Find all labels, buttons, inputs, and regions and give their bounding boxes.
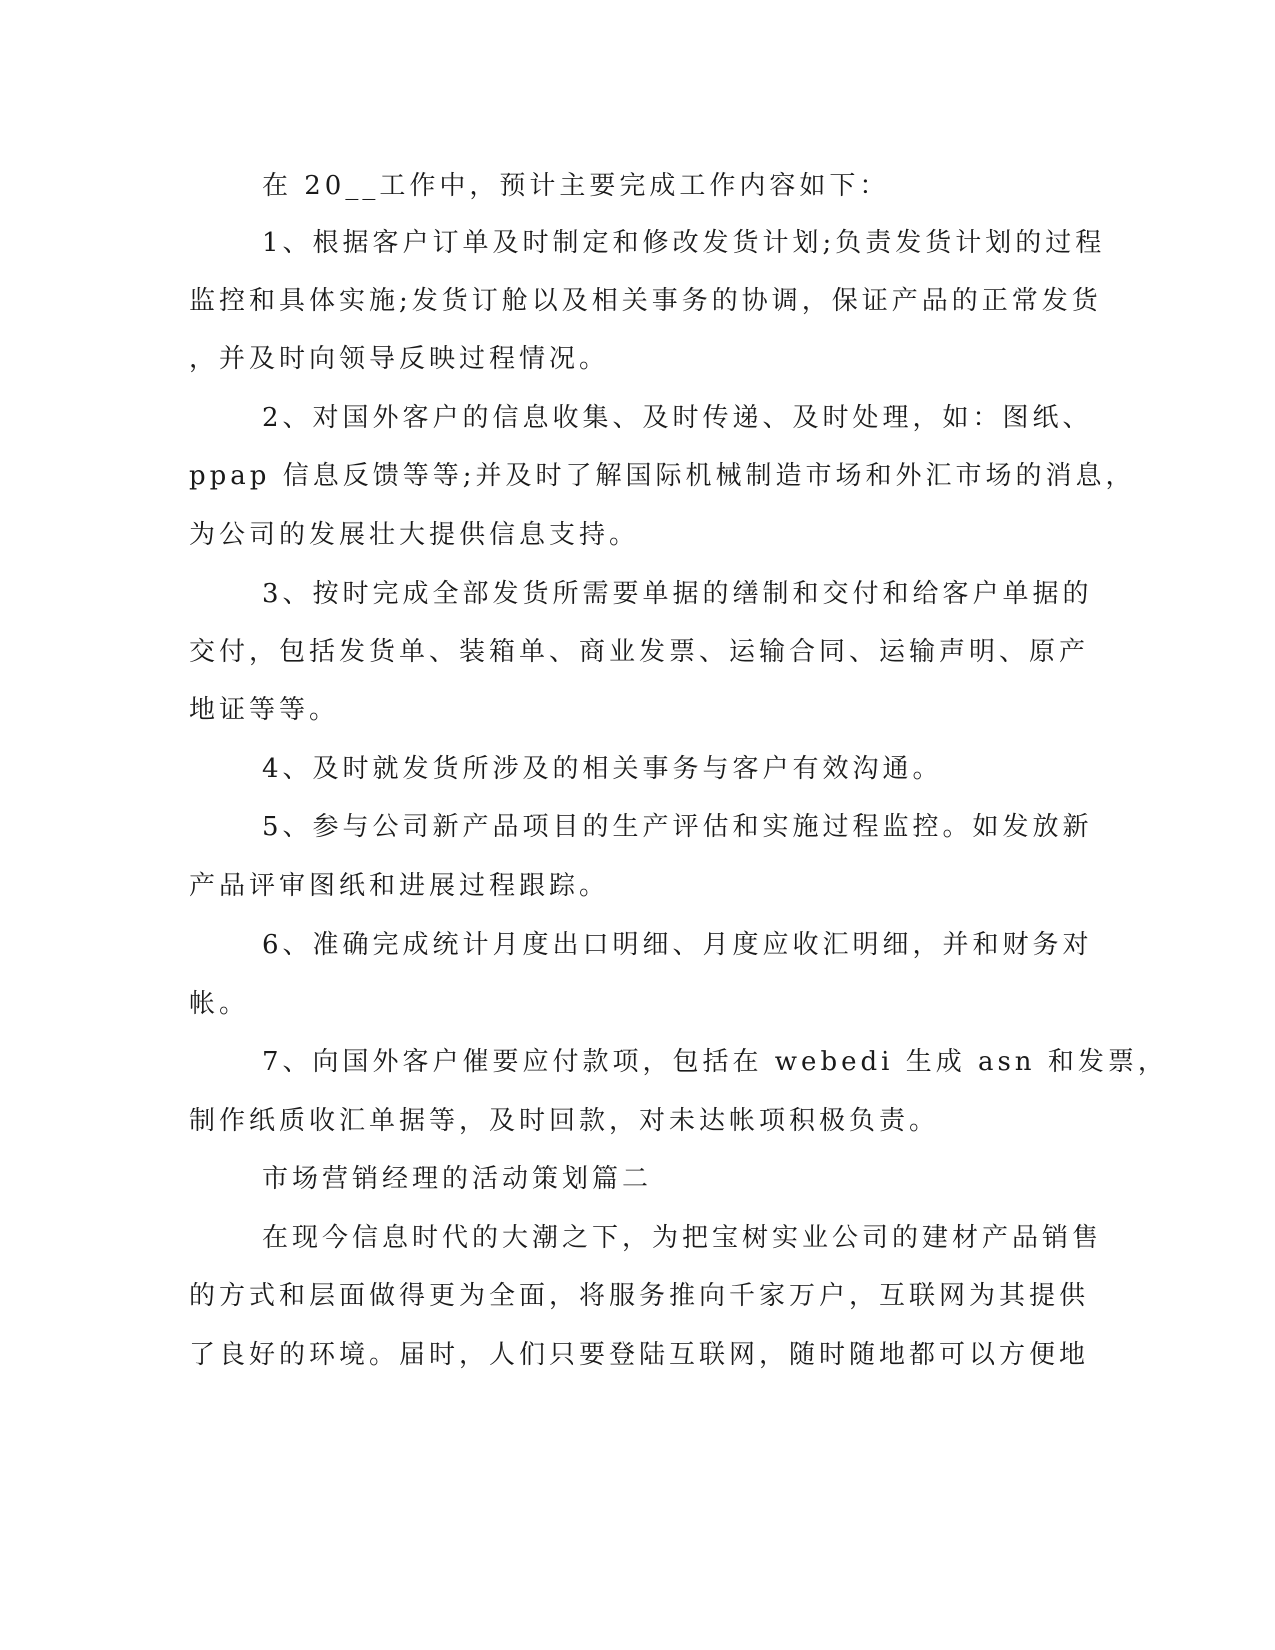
item-3-line-3: 地证等等。 [189,695,340,725]
item-5-line-1: 5、参与公司新产品项目的生产评估和实施过程监控。如发放新 [262,812,1093,842]
item-3-line-1: 3、按时完成全部发货所需要单据的缮制和交付和给客户单据的 [262,579,1093,609]
item-6-line-1: 6、准确完成统计月度出口明细、月度应收汇明细，并和财务对 [262,930,1093,960]
section-heading: 市场营销经理的活动策划篇二 [262,1164,653,1194]
section-paragraph-line-2: 的方式和层面做得更为全面，将服务推向千家万户，互联网为其提供 [189,1281,1090,1311]
item-3-line-2: 交付，包括发货单、装箱单、商业发票、运输合同、运输声明、原产 [189,637,1090,667]
item-4-line-1: 4、及时就发货所涉及的相关事务与客户有效沟通。 [262,754,943,784]
item-1-line-2: 监控和具体实施;发货订舱以及相关事务的协调，保证产品的正常发货 [189,286,1102,316]
item-2-line-1: 2、对国外客户的信息收集、及时传递、及时处理，如：图纸、 [262,403,1093,433]
item-1-line-3: ，并及时向领导反映过程情况。 [189,344,610,374]
section-paragraph-line-3: 了良好的环境。届时，人们只要登陆互联网，随时随地都可以方便地 [189,1340,1090,1370]
intro-line: 在 20__工作中，预计主要完成工作内容如下： [262,171,890,201]
item-7-line-1: 7、向国外客户催要应付款项，包括在 webedi 生成 asn 和发票， [262,1047,1168,1077]
item-2-line-3: 为公司的发展壮大提供信息支持。 [189,520,640,550]
item-5-line-2: 产品评审图纸和进展过程跟踪。 [189,871,610,901]
item-6-line-2: 帐。 [189,989,250,1019]
item-1-line-1: 1、根据客户订单及时制定和修改发货计划;负责发货计划的过程 [262,228,1106,258]
item-7-line-2: 制作纸质收汇单据等，及时回款，对未达帐项积极负责。 [189,1106,940,1136]
item-2-line-2: ppap 信息反馈等等;并及时了解国际机械制造市场和外汇市场的消息， [189,461,1136,491]
section-paragraph-line-1: 在现今信息时代的大潮之下，为把宝树实业公司的建材产品销售 [262,1223,1103,1253]
